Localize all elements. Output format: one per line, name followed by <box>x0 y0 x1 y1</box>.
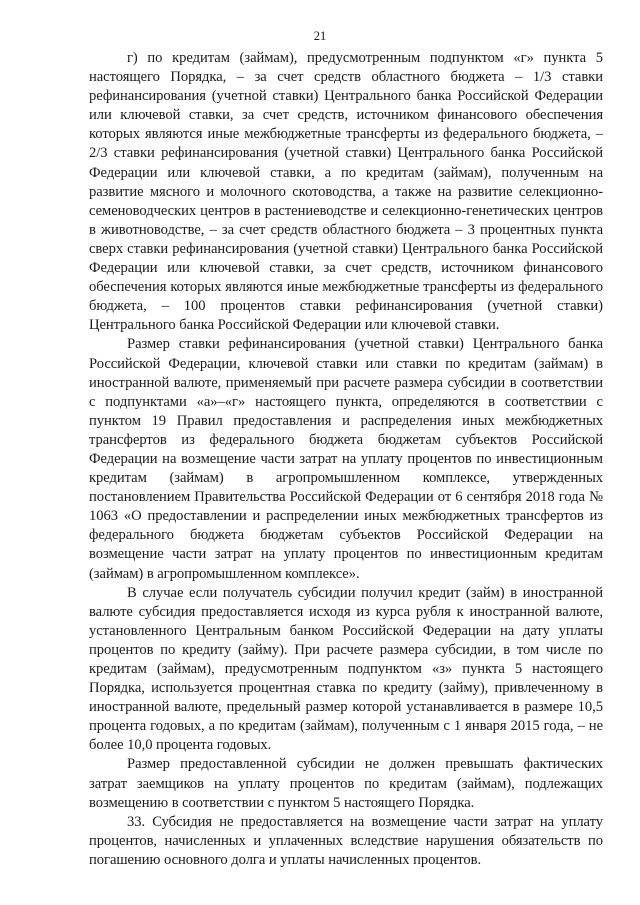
paragraph-subitem-g: г) по кредитам (займам), предусмотренным подпунктом «г» пункта 5 настоящего Порядка, – за счет средств областного бюджета – 1/3 ставки рефинансирования (учетной ставки) Центрального банка Российской Федерации или ключевой ставки, за счет средств, источником финансового обеспечения которых являются иные межбюджетные трансферты из федерального бюджета, – 2/3 ставки рефинансирования (учетной ставки) Центрального банка Российской Федерации или ключевой ставки, а по кредитам (займам), полученным на развитие мясного и молочного скотоводства, а также на развитие селекционно-семеноводческих центров в растениеводстве и селекционно-генетических центров в животноводстве, – за счет средств областного бюджета – 3 процентных пункта сверх ставки рефинансирования (учетной ставки) Центрального банка Российской Федерации или ключевой ставки, за счет средств, источником финансового обеспечения которых являются иные межбюджетные трансферты из федерального бюджета, – 100 процентов ставки рефинансирования (учетной ставки) Центрального банка Российской Федерации или ключевой ставки. <box>89 50 603 334</box>
paragraph-foreign-currency: В случае если получатель субсидии получил кредит (займ) в иностранной валюте субсидия предоставляется исходя из курса рубля к иностранной валюте, установленного Центральным банком Российской Федерации на дату уплаты процентов по кредиту (займу). При расчете размера субсидии, в том числе по кредитам (займам), предусмотренным подпунктом «з» пункта 5 настоящего Порядка, используется процентная ставка по кредиту (займу), привлеченному в иностранной валюте, предельный размер которой устанавливается в размере 10,5 процента годовых, а по кредитам (займам), полученным с 1 января 2015 года, – не более 10,0 процента годовых. <box>89 584 603 754</box>
paragraph-subsidy-limit: Размер предоставленной субсидии не должен превышать фактических затрат заемщиков на уплату процентов по кредитам (займам), подлежащих возмещению в соответствии с пунктом 5 настоящего Порядка. <box>89 756 603 811</box>
page-number: 21 <box>313 29 327 43</box>
paragraph-item-33: 33. Субсидия не предоставляется на возмещение части затрат на уплату процентов, начисленных и уплаченных вследствие нарушения обязательств по погашению основного долга и уплаты начисленных процентов. <box>89 813 603 868</box>
document-body <box>89 49 603 870</box>
paragraph-rate-definition: Размер ставки рефинансирования (учетной ставки) Центрального банка Российской Федерации, ключевой ставки или ставки по кредитам (займам) в иностранной валюте, применяемый при расчете размера субсидии в соответствии с подпунктами «а»–«г» настоящего пункта, определяются в соответствии с пунктом 19 Правил предоставления и распределения иных межбюджетных трансфертов из федерального бюджета бюджетам субъектов Российской Федерации на возмещение части затрат на уплату процентов по инвестиционным кредитам (займам) в агропромышленном комплексе, утвержденных постановлением Правительства Российской Федерации от 6 сентября 2018 года № 1063 «О предоставлении и распределении иных межбюджетных трансфертов из федерального бюджета бюджетам субъектов Российской Федерации на возмещение части затрат на уплату процентов по инвестиционным кредитам (займам) в агропромышленном комплексе». <box>89 336 603 582</box>
